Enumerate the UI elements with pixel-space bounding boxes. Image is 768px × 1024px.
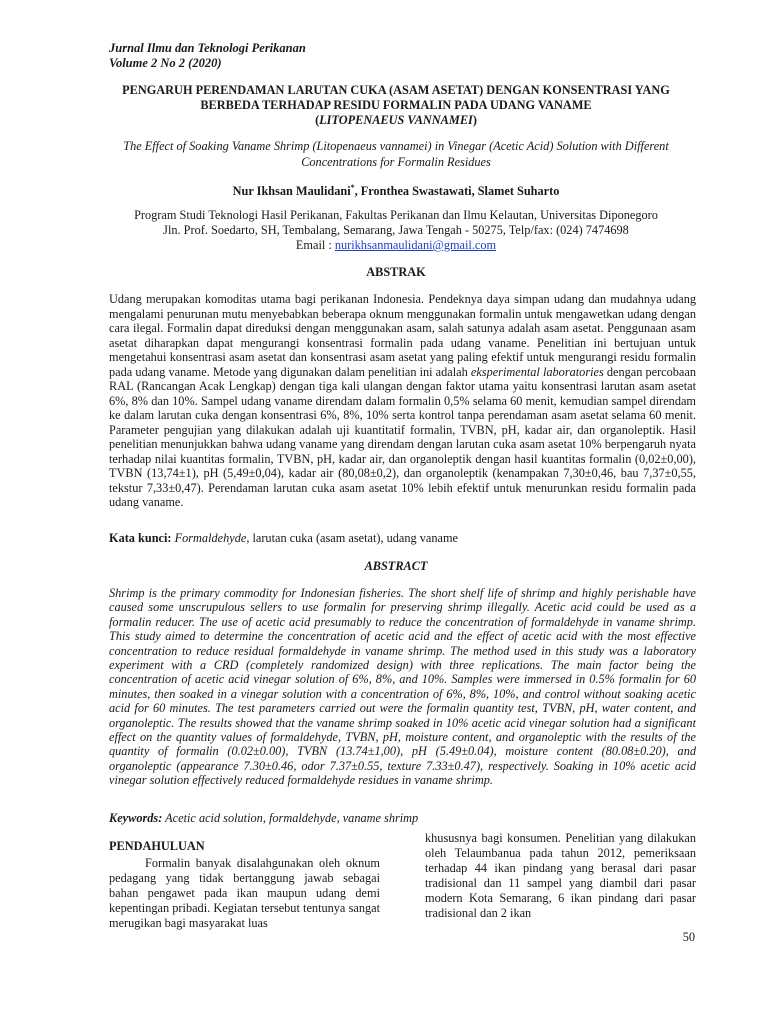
- kata-kunci-italic: Formaldehyde: [174, 531, 247, 545]
- affiliation-line-1: Program Studi Teknologi Hasil Perikanan, Fakultas Perikanan dan Ilmu Kelautan, Universitas Diponegoro: [134, 208, 658, 222]
- author-others: , Fronthea Swastawati, Slamet Suharto: [354, 184, 560, 199]
- kata-kunci-label: Kata kunci:: [109, 531, 175, 545]
- keywords-text: Acetic acid solution, formaldehyde, vaname shrimp: [162, 811, 419, 825]
- abstrak-text-italic: eksperimental laboratories: [470, 364, 604, 379]
- keywords: [109, 811, 696, 826]
- journal-name: Jurnal Ilmu dan Teknologi Perikanan: [109, 41, 306, 55]
- abstrak-text-2: dengan percobaan RAL (Rancangan Acak Lengkap) dengan tiga kali ulangan dengan faktor utama yaitu konsentrasi larutan asam asetat 6%, 8% dan 10%. Sampel udang vaname direndam dalam formalin 0,5% selama 60 menit, kemudian sampel direndam ke dalam larutan cuka dengan konsentrasi 6%, 8%, 10% serta kontrol tanpa perendaman asam asetat selama 60 menit. Parameter pengujian yang dilakukan adalah uji kuantitatif formalin, TVBN, pH, kadar air, dan organoleptik. Hasil penelitian menunjukkan bahwa udang vaname yang direndam dengan larutan cuka asam asetat 10% berpengaruh nyata terhadap nilai kuantitas formalin, TVBN, pH, kadar air, dan organoleptik dengan hasil kuantitas formalin (0,02±0,00), TVBN (13,74±1), pH (5,49±0,04), kadar air (80,08±0,2), dan organoleptik (kenampakan 7,30±0,46, bau 7,37±0,55, tekstur 7,33±0,47). Perendaman larutan cuka asam asetat 10% lebih efektif untuk menurunkan residu formalin pada udang vaname.: [109, 364, 696, 509]
- page-number: 50: [682, 930, 695, 944]
- title-line-2: BERBEDA TERHADAP RESIDU FORMALIN PADA UDANG VANAME: [200, 98, 592, 112]
- abstrak-body: [109, 292, 696, 510]
- corresponding-marker: *: [350, 183, 355, 192]
- journal-volume: Volume 2 No 2 (2020): [109, 56, 222, 70]
- keywords-label: Keywords:: [109, 811, 163, 825]
- english-title: [100, 138, 692, 170]
- email-line: [100, 238, 692, 253]
- paper-title: [100, 83, 692, 128]
- journal-header: [109, 41, 306, 71]
- affiliation-line-2: Jln. Prof. Soedarto, SH, Tembalang, Semarang, Jawa Tengah - 50275, Telp/fax: (024) 7474698: [163, 223, 629, 237]
- title-paren-close: ): [472, 113, 477, 127]
- kata-kunci: [109, 531, 696, 546]
- pendahuluan-right-column: khususnya bagi konsumen. Penelitian yang dilakukan oleh Telaumbanua pada tahun 2012, pemeriksaan terhadap 44 ikan pindang yang berasal dari pasar tradisional dan 11 sampel yang diambil dari pasar modern Kota Semarang, 6 ikan pindang dari pasar tradisional dan 2 ikan: [425, 831, 696, 920]
- title-paren-open: (: [315, 113, 320, 127]
- title-scientific-name: LITOPENAEUS VANNAMEI: [319, 113, 473, 127]
- abstract-heading: ABSTRACT: [364, 559, 428, 573]
- authors: [100, 180, 692, 199]
- abstract-body: Shrimp is the primary commodity for Indonesian fisheries. The short shelf life of shrimp and highly perishable have caused some unscrupulous sellers to use formalin for preserving shrimp illegally. Acetic acid could be used as a formalin reducer. The use of acetic acid presumably to reduce the concentration of formaldehyde in vaname shrimp. This study aimed to determine the concentration of acetic acid and the effect of acetic acid with the most effective concentration to reduce residual formaldehyde in vaname shrimp. The method used in this study was a laboratory experiment with a CRD (completely randomized design) with three replications. The main factor being the concentration of acetic acid vinegar solution of 6%, 8%, and 10%. Samples were immersed in 0.5% formalin for 60 minutes, then soaked in a vinegar solution with a concentration of 6%, 8%, 10%, and control without soaking acetic acid for 60 minutes. The test parameters carried out were the formalin quantity test, TVBN, pH, water content, and organoleptic. The results showed that the vaname shrimp soaked in 10% acetic acid vinegar solution had a significant effect on the quantity values of formaldehyde, TVBN, pH, moisture content, and organoleptic with the results of the quantity of formalin (0.02±0.00), TVBN (13.74±1,00), pH (5.49±0.04), moisture content (80.08±0.20), and organoleptic (appearance 7.30±0.46, odor 7.37±0.55, texture 7.33±0.47), respectively. Soaking in 10% acetic acid vinegar solution effectively reduced formaldehyde residues in vaname shrimp.: [109, 586, 696, 788]
- email-label: Email :: [295, 238, 335, 252]
- pendahuluan-heading: PENDAHULUAN: [109, 839, 205, 853]
- email-link[interactable]: nurikhsanmaulidani@gmail.com: [334, 238, 497, 252]
- pendahuluan-left-column: Formalin banyak disalahgunakan oleh oknum pedagang yang tidak bertanggung jawab sebagai bahan pengawet pada ikan maupun udang demi kepentingan pribadi. Kegiatan tersebut tentunya sangat merugikan bagi masyarakat luas: [109, 856, 380, 930]
- title-line-3: [100, 113, 692, 128]
- title-line-1: PENGARUH PERENDAMAN LARUTAN CUKA (ASAM ASETAT) DENGAN KONSENTRASI YANG: [122, 83, 670, 97]
- abstrak-text-1: Udang merupakan komoditas utama bagi perikanan Indonesia. Pendeknya daya simpan udang dan mudahnya udang mengalami penurunan mutu menyebabkan beberapa oknum menggunakan formalin untuk mengawetkan udang dengan cara ilegal. Formalin dapat direduksi dengan menggunakan asam, salah satunya adalah asam asetat. Penggunaan asam asetat diharapkan dapat mengurangi konsentrasi formalin pada udang vaname. Penelitian ini bertujuan untuk mengetahui konsentrasi asam asetat dan konsentrasi asam asetat yang paling efektif untuk mengurangi residu formalin pada udang vaname. Metode yang digunakan dalam penelitian ini adalah: [109, 292, 696, 379]
- author-first: Nur Ikhsan Maulidani: [232, 184, 351, 199]
- english-title-line-1: The Effect of Soaking Vaname Shrimp (Litopenaeus vannamei) in Vinegar (Acetic Acid) Solution with Different: [123, 139, 669, 153]
- affiliation: [100, 208, 692, 253]
- english-title-line-2: Concentrations for Formalin Residues: [301, 155, 491, 169]
- kata-kunci-rest: , larutan cuka (asam asetat), udang vaname: [246, 531, 458, 545]
- abstrak-heading: ABSTRAK: [366, 265, 426, 279]
